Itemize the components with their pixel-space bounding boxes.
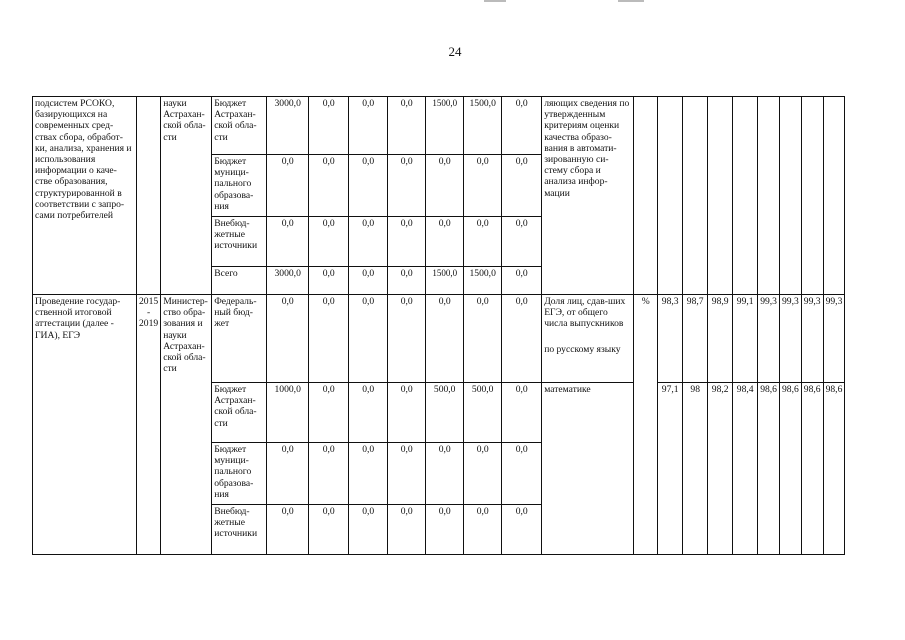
budget-value: 0,0 (388, 383, 426, 443)
budget-value: 500,0 (426, 383, 464, 443)
budget-value: 0,0 (349, 383, 388, 443)
budget-value: 0,0 (267, 505, 309, 555)
budget-value: 0,0 (426, 217, 464, 267)
budget-source: Бюджет Астрахан-ской обла-сти (212, 383, 267, 443)
budget-value: 0,0 (464, 505, 502, 555)
indicator-value: 98 (683, 383, 708, 555)
budget-value: 0,0 (267, 295, 309, 383)
budget-value: 1500,0 (464, 267, 502, 295)
budget-value: 0,0 (309, 267, 349, 295)
budget-value: 0,0 (349, 97, 388, 155)
budget-value: 0,0 (464, 217, 502, 267)
program-table (32, 96, 845, 555)
budget-value: 0,0 (502, 267, 542, 295)
executor-cell: науки Астрахан-ской обла-сти (161, 97, 212, 295)
indicator-name (542, 295, 634, 383)
budget-value: 0,0 (309, 443, 349, 505)
budget-value: 0,0 (309, 295, 349, 383)
indicator-sub-math: математике (542, 383, 634, 555)
budget-value: 0,0 (502, 217, 542, 267)
indicator-value: 98,2 (708, 383, 733, 555)
page-number: 24 (448, 44, 462, 59)
budget-source: Бюджет Астрахан-ской обла-сти (212, 97, 267, 155)
budget-value: 0,0 (309, 155, 349, 217)
budget-source: Внебюд-жетные источники (212, 217, 267, 267)
budget-source: Всего (212, 267, 267, 295)
indicator-value: 98,7 (683, 295, 708, 383)
indicator-value: 99,3 (801, 295, 823, 383)
budget-value: 0,0 (309, 97, 349, 155)
budget-source: Внебюд-жетные источники (212, 505, 267, 555)
budget-value: 0,0 (388, 443, 426, 505)
budget-value: 0,0 (349, 505, 388, 555)
budget-source: Бюджет муници-пального образова-ния (212, 443, 267, 505)
budget-value: 0,0 (426, 505, 464, 555)
executor-cell: Министер-ство обра-зования и науки Астрахан-ской обла-сти (161, 295, 212, 555)
indicator-value: 98,6 (779, 383, 801, 555)
indicator-value: 99,3 (779, 295, 801, 383)
budget-value: 0,0 (388, 217, 426, 267)
indicator-value: 98,6 (823, 383, 845, 555)
indicator-title: Доля лиц, сдав-ших ЕГЭ, от общего числа выпускников (544, 296, 626, 330)
indicator-value: 98,4 (733, 383, 758, 555)
budget-value: 0,0 (388, 267, 426, 295)
indicator-value: 99,1 (733, 295, 758, 383)
table-row (33, 97, 845, 155)
budget-value: 0,0 (502, 97, 542, 155)
budget-value: 3000,0 (267, 97, 309, 155)
budget-value: 0,0 (388, 97, 426, 155)
budget-value: 0,0 (309, 217, 349, 267)
budget-value: 0,0 (349, 217, 388, 267)
budget-value: 0,0 (349, 267, 388, 295)
indicator-value: 98,6 (801, 383, 823, 555)
indicator-unit: % (634, 295, 658, 555)
indicator-value: 99,3 (758, 295, 780, 383)
budget-value: 1000,0 (267, 383, 309, 443)
budget-value: 0,0 (502, 505, 542, 555)
budget-value: 0,0 (349, 295, 388, 383)
indicator-value: 99,3 (823, 295, 845, 383)
budget-value: 0,0 (309, 383, 349, 443)
budget-value: 0,0 (464, 155, 502, 217)
indicator-value: 98,6 (758, 383, 780, 555)
budget-value: 1500,0 (426, 267, 464, 295)
budget-value: 500,0 (464, 383, 502, 443)
budget-value: 0,0 (349, 443, 388, 505)
years-cell (137, 97, 161, 295)
indicator-value: 98,9 (708, 295, 733, 383)
indicator-name: ляющих сведения по утвержденным критериям оценки качества образо-вания в автомати-зированную си-стему сбора и анализа инфор-мации (542, 97, 634, 295)
budget-value: 3000,0 (267, 267, 309, 295)
budget-source: Бюджет муници-пального образова-ния (212, 155, 267, 217)
budget-source: Федераль-ный бюд-жет (212, 295, 267, 383)
budget-value: 0,0 (388, 505, 426, 555)
years-cell: 2015 - 2019 (137, 295, 161, 555)
indicator-unit (634, 97, 658, 295)
budget-value: 1500,0 (464, 97, 502, 155)
budget-value: 0,0 (388, 155, 426, 217)
budget-value: 0,0 (267, 155, 309, 217)
budget-value: 0,0 (502, 295, 542, 383)
indicator-value: 97,1 (658, 383, 683, 555)
scan-artifact-left (484, 0, 506, 2)
budget-value: 0,0 (426, 295, 464, 383)
budget-value: 0,0 (502, 443, 542, 505)
budget-value: 0,0 (267, 443, 309, 505)
table-row (33, 295, 845, 383)
budget-value: 0,0 (309, 505, 349, 555)
budget-value: 1500,0 (426, 97, 464, 155)
indicator-sub-russian: по русскому языку (544, 343, 621, 355)
scan-artifact-right (618, 0, 644, 2)
budget-value: 0,0 (349, 155, 388, 217)
activity-cell: подсистем РСОКО, базирующихся на современных сред-ствах сбора, обработ-ки, анализа, хранения и использования информации о каче-стве образования, структурированной в соответствии с запро-сами потребителей (33, 97, 137, 295)
budget-value: 0,0 (464, 295, 502, 383)
budget-value: 0,0 (426, 155, 464, 217)
activity-cell: Проведение государ-ственной итоговой аттестации (далее - ГИА), ЕГЭ (33, 295, 137, 555)
budget-value: 0,0 (267, 217, 309, 267)
budget-value: 0,0 (426, 443, 464, 505)
budget-value: 0,0 (464, 443, 502, 505)
budget-value: 0,0 (388, 295, 426, 383)
indicator-value: 98,3 (658, 295, 683, 383)
budget-value: 0,0 (502, 155, 542, 217)
budget-value: 0,0 (502, 383, 542, 443)
